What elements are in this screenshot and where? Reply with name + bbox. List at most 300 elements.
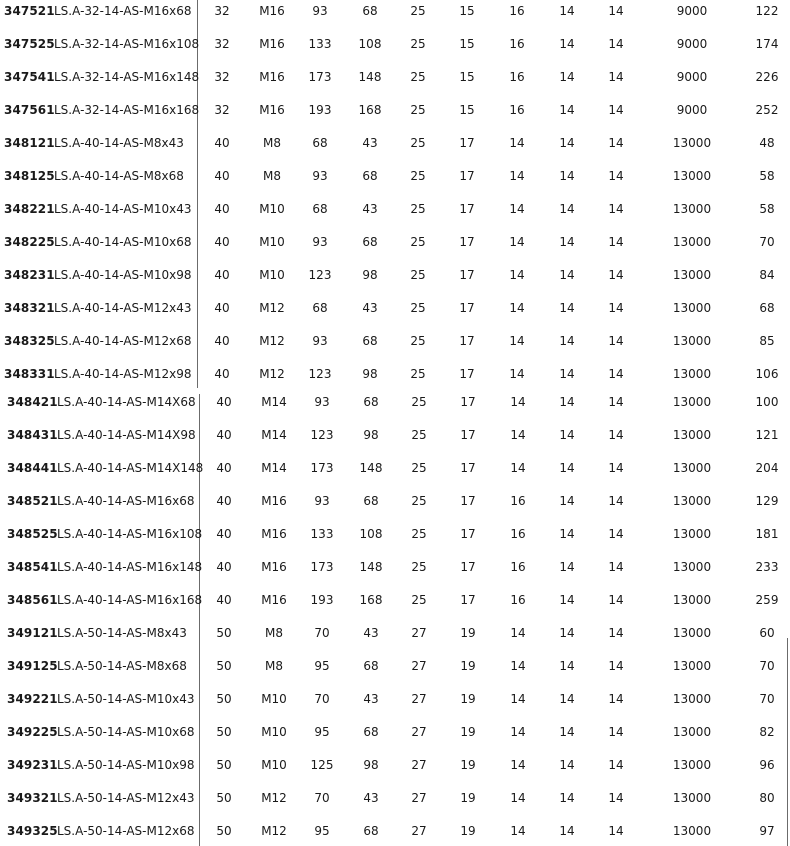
d-value-cell: 40: [216, 593, 232, 607]
length-l1-cell: 148: [359, 560, 383, 574]
length-l-cell: 173: [310, 560, 334, 574]
dim-b-cell: 19: [460, 692, 476, 706]
length-l-cell: 68: [312, 136, 328, 150]
weight-cell: 181: [755, 527, 779, 541]
product-designation: LS.A-32-14-AS-M16x148: [54, 70, 200, 84]
table-row: [0, 720, 790, 744]
length-l-cell: 123: [310, 428, 334, 442]
dim-b-cell: 17: [459, 202, 475, 216]
dim-d-cell: 14: [559, 70, 575, 84]
length-l-cell: 93: [312, 334, 328, 348]
product-designation: LS.A-40-14-AS-M14X148: [57, 461, 204, 475]
dim-c-cell: 16: [509, 37, 525, 51]
thread-cell: M14: [261, 395, 287, 409]
article-number: 349125: [7, 659, 58, 673]
dim-c-cell: 14: [510, 725, 526, 739]
product-designation: LS.A-50-14-AS-M10x98: [57, 758, 195, 772]
dim-b-cell: 17: [459, 268, 475, 282]
article-number: 348525: [7, 527, 58, 541]
weight-cell: 70: [759, 235, 775, 249]
table-row: [0, 362, 790, 386]
dim-c-cell: 14: [509, 202, 525, 216]
d-value-cell: 50: [216, 725, 232, 739]
weight-cell: 58: [759, 169, 775, 183]
rpm-cell: 13000: [672, 824, 712, 838]
weight-cell: 233: [755, 560, 779, 574]
dim-a-cell: 25: [410, 334, 426, 348]
d-value-cell: 40: [216, 527, 232, 541]
table-row: [0, 786, 790, 810]
d-value-cell: 40: [214, 202, 230, 216]
length-l-cell: 133: [310, 527, 334, 541]
weight-cell: 129: [755, 494, 779, 508]
length-l-cell: 193: [308, 103, 332, 117]
length-l1-cell: 43: [363, 692, 379, 706]
dim-e-cell: 14: [608, 593, 624, 607]
table-row: [0, 423, 790, 447]
rpm-cell: 13000: [672, 659, 712, 673]
weight-cell: 82: [759, 725, 775, 739]
dim-a-cell: 27: [411, 626, 427, 640]
table-row: [0, 65, 790, 89]
dim-d-cell: 14: [559, 560, 575, 574]
dim-b-cell: 17: [460, 593, 476, 607]
dim-a-cell: 25: [410, 70, 426, 84]
weight-cell: 96: [759, 758, 775, 772]
dim-c-cell: 16: [510, 494, 526, 508]
table-row: [0, 296, 790, 320]
dim-e-cell: 14: [608, 560, 624, 574]
dim-a-cell: 25: [410, 37, 426, 51]
product-designation: LS.A-40-14-AS-M16x168: [57, 593, 203, 607]
table-row: [0, 753, 790, 777]
d-value-cell: 40: [216, 560, 232, 574]
dim-c-cell: 14: [510, 659, 526, 673]
table-row: [0, 819, 790, 843]
rpm-cell: 13000: [672, 791, 712, 805]
dim-e-cell: 14: [608, 791, 624, 805]
dim-d-cell: 14: [559, 4, 575, 18]
length-l1-cell: 68: [363, 725, 379, 739]
length-l-cell: 133: [308, 37, 332, 51]
article-number: 349325: [7, 824, 58, 838]
rpm-cell: 13000: [672, 428, 712, 442]
dim-e-cell: 14: [608, 692, 624, 706]
dim-a-cell: 25: [410, 103, 426, 117]
product-designation: LS.A-40-14-AS-M8x68: [54, 169, 184, 183]
product-designation: LS.A-50-14-AS-M8x68: [57, 659, 187, 673]
d-value-cell: 40: [216, 428, 232, 442]
d-value-cell: 50: [216, 626, 232, 640]
article-number: 348321: [4, 301, 55, 315]
dim-a-cell: 25: [410, 136, 426, 150]
dim-e-cell: 14: [608, 301, 624, 315]
d-value-cell: 40: [216, 461, 232, 475]
dim-b-cell: 17: [460, 395, 476, 409]
thread-cell: M16: [259, 4, 285, 18]
weight-cell: 121: [755, 428, 779, 442]
table-row: [0, 131, 790, 155]
weight-cell: 252: [755, 103, 779, 117]
dim-e-cell: 14: [608, 37, 624, 51]
dim-b-cell: 15: [459, 4, 475, 18]
dim-c-cell: 16: [510, 560, 526, 574]
dim-a-cell: 25: [410, 4, 426, 18]
length-l1-cell: 108: [358, 37, 382, 51]
rpm-cell: 13000: [672, 461, 712, 475]
length-l1-cell: 68: [362, 334, 378, 348]
thread-cell: M16: [259, 37, 285, 51]
weight-cell: 106: [755, 367, 779, 381]
dim-c-cell: 14: [509, 268, 525, 282]
article-number: 348521: [7, 494, 58, 508]
dim-b-cell: 17: [459, 169, 475, 183]
rpm-cell: 13000: [672, 626, 712, 640]
dim-c-cell: 14: [510, 692, 526, 706]
product-designation: LS.A-40-14-AS-M12x98: [54, 367, 192, 381]
length-l1-cell: 148: [359, 461, 383, 475]
dim-e-cell: 14: [608, 334, 624, 348]
dim-c-cell: 14: [510, 461, 526, 475]
dim-c-cell: 14: [510, 758, 526, 772]
dim-c-cell: 14: [509, 301, 525, 315]
dim-c-cell: 14: [509, 334, 525, 348]
dim-d-cell: 14: [559, 791, 575, 805]
dim-a-cell: 27: [411, 824, 427, 838]
rpm-cell: 9000: [676, 70, 708, 84]
dim-a-cell: 25: [411, 395, 427, 409]
rpm-cell: 13000: [672, 169, 712, 183]
d-value-cell: 40: [214, 268, 230, 282]
dim-b-cell: 17: [460, 494, 476, 508]
dim-a-cell: 25: [411, 527, 427, 541]
rpm-cell: 9000: [676, 37, 708, 51]
article-number: 348561: [7, 593, 58, 607]
length-l-cell: 93: [312, 235, 328, 249]
dim-e-cell: 14: [608, 136, 624, 150]
d-value-cell: 50: [216, 692, 232, 706]
thread-cell: M12: [259, 334, 285, 348]
article-number: 347561: [4, 103, 55, 117]
dim-d-cell: 14: [559, 235, 575, 249]
dim-e-cell: 14: [608, 70, 624, 84]
length-l1-cell: 168: [359, 593, 383, 607]
weight-cell: 68: [759, 301, 775, 315]
article-number: 348325: [4, 334, 55, 348]
rpm-cell: 13000: [672, 725, 712, 739]
d-value-cell: 40: [214, 169, 230, 183]
article-number: 348431: [7, 428, 58, 442]
rpm-cell: 13000: [672, 593, 712, 607]
thread-cell: M8: [263, 136, 281, 150]
dim-b-cell: 19: [460, 626, 476, 640]
length-l1-cell: 108: [359, 527, 383, 541]
dim-a-cell: 27: [411, 725, 427, 739]
weight-cell: 204: [755, 461, 779, 475]
thread-cell: M10: [261, 692, 287, 706]
dim-d-cell: 14: [559, 461, 575, 475]
dim-d-cell: 14: [559, 268, 575, 282]
weight-cell: 100: [755, 395, 779, 409]
length-l1-cell: 43: [363, 791, 379, 805]
length-l-cell: 123: [308, 268, 332, 282]
dim-e-cell: 14: [608, 527, 624, 541]
thread-cell: M10: [261, 758, 287, 772]
dim-a-cell: 25: [411, 428, 427, 442]
rpm-cell: 13000: [672, 268, 712, 282]
length-l-cell: 95: [314, 725, 330, 739]
dim-d-cell: 14: [559, 37, 575, 51]
dim-c-cell: 14: [510, 428, 526, 442]
thread-cell: M8: [263, 169, 281, 183]
d-value-cell: 40: [214, 235, 230, 249]
dim-c-cell: 16: [510, 593, 526, 607]
d-value-cell: 50: [216, 659, 232, 673]
rpm-cell: 13000: [672, 202, 712, 216]
dim-b-cell: 17: [460, 428, 476, 442]
length-l-cell: 173: [308, 70, 332, 84]
dim-b-cell: 17: [460, 461, 476, 475]
dim-d-cell: 14: [559, 202, 575, 216]
dim-e-cell: 14: [608, 367, 624, 381]
rpm-cell: 13000: [672, 527, 712, 541]
d-value-cell: 50: [216, 758, 232, 772]
dim-e-cell: 14: [608, 626, 624, 640]
article-number: 348125: [4, 169, 55, 183]
article-number: 348441: [7, 461, 58, 475]
dim-c-cell: 16: [509, 103, 525, 117]
product-designation: LS.A-40-14-AS-M12x43: [54, 301, 192, 315]
dim-e-cell: 14: [608, 824, 624, 838]
d-value-cell: 40: [214, 367, 230, 381]
rpm-cell: 9000: [676, 103, 708, 117]
dim-a-cell: 25: [411, 593, 427, 607]
dim-b-cell: 19: [460, 824, 476, 838]
article-number: 348121: [4, 136, 55, 150]
rpm-cell: 9000: [676, 4, 708, 18]
thread-cell: M16: [261, 560, 287, 574]
dim-b-cell: 17: [459, 301, 475, 315]
table-row: [0, 230, 790, 254]
rpm-cell: 13000: [672, 367, 712, 381]
dim-b-cell: 17: [459, 334, 475, 348]
article-number: 347525: [4, 37, 55, 51]
thread-cell: M16: [259, 103, 285, 117]
dim-d-cell: 14: [559, 527, 575, 541]
dim-a-cell: 25: [410, 202, 426, 216]
table-row: [0, 164, 790, 188]
dim-c-cell: 14: [510, 395, 526, 409]
table-row: [0, 555, 790, 579]
length-l-cell: 70: [314, 626, 330, 640]
weight-cell: 259: [755, 593, 779, 607]
thread-cell: M8: [265, 659, 283, 673]
dim-b-cell: 17: [459, 367, 475, 381]
weight-cell: 70: [759, 692, 775, 706]
length-l1-cell: 98: [363, 758, 379, 772]
length-l1-cell: 43: [362, 301, 378, 315]
rpm-cell: 13000: [672, 692, 712, 706]
table-row: [0, 32, 790, 56]
dim-c-cell: 16: [510, 527, 526, 541]
length-l1-cell: 68: [362, 169, 378, 183]
product-designation: LS.A-32-14-AS-M16x68: [54, 4, 192, 18]
dim-c-cell: 14: [510, 626, 526, 640]
product-designation: LS.A-40-14-AS-M16x108: [57, 527, 203, 541]
article-number: 347521: [4, 4, 55, 18]
dim-d-cell: 14: [559, 659, 575, 673]
length-l1-cell: 68: [362, 235, 378, 249]
thread-cell: M8: [265, 626, 283, 640]
table-row: [0, 263, 790, 287]
article-number: 349225: [7, 725, 58, 739]
table-row: [0, 390, 790, 414]
dim-a-cell: 25: [410, 301, 426, 315]
product-designation: LS.A-40-14-AS-M8x43: [54, 136, 184, 150]
dim-c-cell: 14: [509, 367, 525, 381]
weight-cell: 60: [759, 626, 775, 640]
dim-c-cell: 16: [509, 4, 525, 18]
dim-d-cell: 14: [559, 692, 575, 706]
d-value-cell: 32: [214, 103, 230, 117]
article-number: 348541: [7, 560, 58, 574]
thread-cell: M12: [261, 824, 287, 838]
dim-d-cell: 14: [559, 103, 575, 117]
dim-e-cell: 14: [608, 461, 624, 475]
dim-a-cell: 25: [411, 560, 427, 574]
length-l1-cell: 148: [358, 70, 382, 84]
dim-a-cell: 25: [411, 461, 427, 475]
length-l1-cell: 68: [363, 494, 379, 508]
length-l1-cell: 98: [362, 268, 378, 282]
weight-cell: 122: [755, 4, 779, 18]
dim-a-cell: 27: [411, 659, 427, 673]
rpm-cell: 13000: [672, 235, 712, 249]
product-designation: LS.A-32-14-AS-M16x108: [54, 37, 200, 51]
thread-cell: M16: [261, 593, 287, 607]
d-value-cell: 40: [214, 334, 230, 348]
dim-b-cell: 19: [460, 758, 476, 772]
thread-cell: M12: [261, 791, 287, 805]
weight-cell: 58: [759, 202, 775, 216]
product-designation: LS.A-40-14-AS-M16x68: [57, 494, 195, 508]
dim-c-cell: 14: [509, 169, 525, 183]
table-row: [0, 0, 790, 23]
length-l-cell: 93: [312, 4, 328, 18]
table-row: [0, 687, 790, 711]
dim-d-cell: 14: [559, 626, 575, 640]
article-number: 347541: [4, 70, 55, 84]
dim-c-cell: 14: [510, 824, 526, 838]
length-l-cell: 93: [312, 169, 328, 183]
length-l1-cell: 68: [363, 395, 379, 409]
weight-cell: 48: [759, 136, 775, 150]
table-row: [0, 621, 790, 645]
product-designation: LS.A-40-14-AS-M14X68: [57, 395, 196, 409]
dim-b-cell: 15: [459, 37, 475, 51]
length-l1-cell: 43: [362, 202, 378, 216]
weight-cell: 85: [759, 334, 775, 348]
thread-cell: M10: [261, 725, 287, 739]
article-number: 348421: [7, 395, 58, 409]
thread-cell: M10: [259, 235, 285, 249]
article-number: 348231: [4, 268, 55, 282]
dim-b-cell: 17: [460, 527, 476, 541]
dim-d-cell: 14: [559, 725, 575, 739]
length-l-cell: 93: [314, 395, 330, 409]
product-designation: LS.A-50-14-AS-M8x43: [57, 626, 187, 640]
length-l1-cell: 43: [362, 136, 378, 150]
dim-e-cell: 14: [608, 169, 624, 183]
dim-a-cell: 25: [411, 494, 427, 508]
article-number: 348225: [4, 235, 55, 249]
product-designation: LS.A-50-14-AS-M12x68: [57, 824, 195, 838]
article-number: 349231: [7, 758, 58, 772]
dim-b-cell: 17: [459, 235, 475, 249]
length-l1-cell: 98: [363, 428, 379, 442]
length-l-cell: 95: [314, 659, 330, 673]
product-designation: LS.A-50-14-AS-M10x68: [57, 725, 195, 739]
dim-a-cell: 25: [410, 169, 426, 183]
table-row: [0, 489, 790, 513]
dim-e-cell: 14: [608, 659, 624, 673]
dim-b-cell: 19: [460, 791, 476, 805]
thread-cell: M16: [261, 527, 287, 541]
article-number: 348221: [4, 202, 55, 216]
table-row: [0, 522, 790, 546]
weight-cell: 97: [759, 824, 775, 838]
dim-d-cell: 14: [559, 824, 575, 838]
dim-e-cell: 14: [608, 395, 624, 409]
thread-cell: M16: [259, 70, 285, 84]
length-l-cell: 125: [310, 758, 334, 772]
length-l-cell: 193: [310, 593, 334, 607]
length-l-cell: 173: [310, 461, 334, 475]
thread-cell: M12: [259, 301, 285, 315]
product-designation: LS.A-50-14-AS-M10x43: [57, 692, 195, 706]
product-designation: LS.A-40-14-AS-M10x68: [54, 235, 192, 249]
thread-cell: M14: [261, 461, 287, 475]
dim-d-cell: 14: [559, 334, 575, 348]
length-l-cell: 70: [314, 692, 330, 706]
dim-b-cell: 19: [460, 725, 476, 739]
dim-d-cell: 14: [559, 494, 575, 508]
dim-a-cell: 27: [411, 791, 427, 805]
dim-e-cell: 14: [608, 494, 624, 508]
dim-e-cell: 14: [608, 4, 624, 18]
table-row: [0, 197, 790, 221]
product-designation: LS.A-40-14-AS-M10x98: [54, 268, 192, 282]
length-l-cell: 95: [314, 824, 330, 838]
weight-cell: 84: [759, 268, 775, 282]
thread-cell: M16: [261, 494, 287, 508]
length-l1-cell: 43: [363, 626, 379, 640]
dim-a-cell: 25: [410, 235, 426, 249]
weight-cell: 70: [759, 659, 775, 673]
dim-d-cell: 14: [559, 367, 575, 381]
d-value-cell: 32: [214, 37, 230, 51]
length-l1-cell: 68: [363, 659, 379, 673]
table-row: [0, 588, 790, 612]
dim-a-cell: 27: [411, 758, 427, 772]
d-value-cell: 50: [216, 791, 232, 805]
d-value-cell: 40: [216, 494, 232, 508]
dim-b-cell: 15: [459, 70, 475, 84]
product-designation: LS.A-50-14-AS-M12x43: [57, 791, 195, 805]
dim-d-cell: 14: [559, 395, 575, 409]
length-l-cell: 93: [314, 494, 330, 508]
table-row: [0, 329, 790, 353]
